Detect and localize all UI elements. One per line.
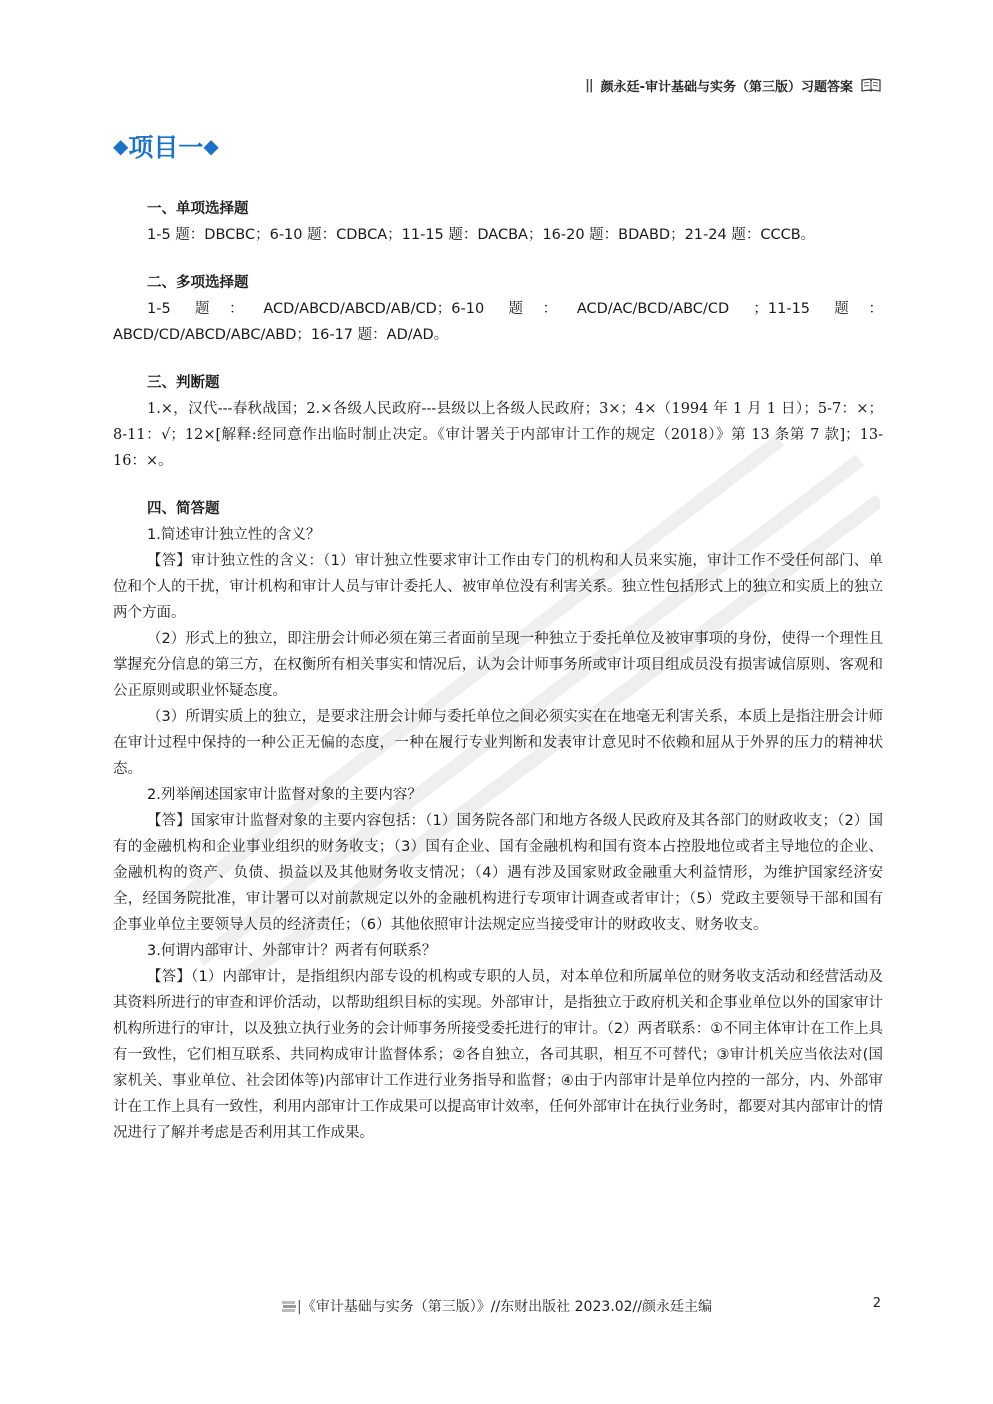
answer-paragraph: 【答】审计独立性的含义：（1）审计独立性要求审计工作由专门的机构和人员来实施，审计工作不受任何部门、单位和个人的干扰，审计机构和审计人员与审计委托人、被审单位没有利害关系。独立性包括形式上的独立和实质上的独立两个方面。: [113, 553, 883, 621]
page-title: [113, 128, 219, 164]
answer-paragraph: 【答】（1）内部审计，是指组织内部专设的机构或专职的人员，对本单位和所属单位的财务收支活动和经营活动及其资料所进行的审查和评价活动，以帮助组织目标的实现。外部审计，是指独立于政府机关和企事业单位以外的国家审计机构所进行的审计，以及独立执行业务的会计师事务所接受委托进行的审计。（2）两者联系：①不同主体审计在工作上具有一致性，它们相互联系、共同构成审计监督体系；②各自独立，各司其职，相互不可替代；③审计机关应当依法对(国家机关、事业单位、社会团体等)内部审计工作进行业务指导和监督；④由于内部审计是单位内控的一部分，内、外部审计在工作上具有一致性，利用内部审计工作成果可以提高审计效率，任何外部审计在执行业务时，都要对其内部审计的情况进行了解并考虑是否利用其工作成果。: [113, 969, 883, 1141]
diamond-icon: ◆: [113, 134, 129, 158]
footer-separator: |: [297, 1299, 302, 1315]
stack-icon: [281, 1300, 297, 1312]
section-heading: 一、单项选择题: [147, 201, 249, 217]
section-heading: 四、简答题: [147, 501, 220, 517]
question: 1.简述审计独立性的含义？: [147, 527, 321, 543]
page-number: 2: [872, 1296, 881, 1311]
section-answer: 1-5 题：ACD/ABCD/ABCD/AB/CD；6-10 题：ACD/AC/BCD/ABC/CD ；11-15 题：ABCD/CD/ABCD/ABC/ABD；16-17 题：AD/AD。: [113, 301, 883, 343]
answer-paragraph: （3）所谓实质上的独立，是要求注册会计师与委托单位之间必须实实在在地毫无利害关系，本质上是指注册会计师在审计过程中保持的一种公正无偏的态度，一种在履行专业判断和发表审计意见时不依赖和屈从于外界的压力的精神状态。: [113, 709, 883, 777]
section-heading: 二、多项选择题: [147, 275, 249, 291]
section-heading: 三、判断题: [147, 375, 220, 391]
answer-paragraph: （2）形式上的独立，即注册会计师必须在第三者面前呈现一种独立于委托单位及被审事项的身份，使得一个理性且掌握充分信息的第三方，在权衡所有相关事实和情况后，认为会计师事务所或审计项目组成员没有损害诚信原则、客观和公正原则或职业怀疑态度。: [113, 631, 883, 699]
question: 3.何谓内部审计、外部审计？两者有何联系？: [147, 943, 437, 959]
footer-text: 《审计基础与实务（第三版）》//东财出版社 2023.02//颜永廷主编: [301, 1299, 712, 1315]
document-body: [113, 196, 883, 1146]
page-header: [585, 74, 881, 96]
page-footer: [0, 1296, 993, 1316]
diamond-icon: ◆: [203, 134, 219, 158]
section-answer: 1-5 题：DBCBC；6-10 题：CDBCA；11-15 题：DACBA；16-20 题：BDABD；21-24 题：CCCB。: [147, 227, 816, 243]
answer-paragraph: 【答】国家审计监督对象的主要内容包括：（1）国务院各部门和地方各级人民政府及其各部门的财政收支；（2）国有的金融机构和企业事业组织的财务收支；（3）国有企业、国有金融机构和国有资本占控股地位或者主导地位的企业、金融机构的资产、负债、损益以及其他财务收支情况；（4）遇有涉及国家财政金融重大利益情形，为维护国家经济安全，经国务院批准，审计署可以对前款规定以外的金融机构进行专项审计调查或者审计；（5）党政主要领导干部和国有企事业单位主要领导人员的经济责任；（6）其他依照审计法规定应当接受审计的财政收支、财务收支。: [113, 813, 883, 933]
header-title: 颜永廷-审计基础与实务（第三版）习题答案: [600, 79, 853, 95]
header-separator: ||: [585, 77, 593, 93]
section-answer: 1.×，汉代---春秋战国；2.×各级人民政府---县级以上各级人民政府；3×；4×（1994 年 1 月 1 日）；5-7：×；8-11：√；12×[解释:经同意作出临时制止决定。《审计署关于内部审计工作的规定（2018）》第 13 条第 7 款]；13-16：×。: [113, 401, 883, 469]
page-title-text: 项目一: [128, 133, 204, 162]
question: 2.列举阐述国家审计监督对象的主要内容？: [147, 787, 422, 803]
book-icon: [861, 78, 881, 92]
